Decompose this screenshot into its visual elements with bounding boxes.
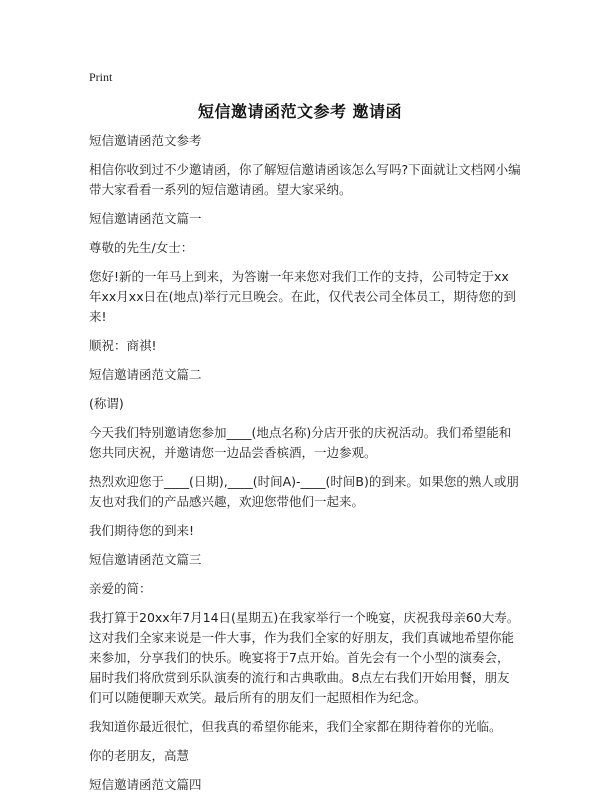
closing-1: 顺祝：商祺! bbox=[89, 338, 157, 353]
section-heading-2: 短信邀请函范文篇二 bbox=[89, 367, 202, 382]
document-title: 短信邀请函范文参考 邀请函 bbox=[197, 102, 403, 121]
paragraph-body-2a: 今天我们特别邀请您参加____(地点名称)分店开张的庆祝活动。我们希望能和您共同庆祝，并邀请您一边品尝香槟酒，一边参观。 bbox=[89, 425, 512, 460]
document-body bbox=[89, 131, 521, 804]
paragraph-body-3a: 我打算于20xx年7月14日(星期五)在我家举行一个晚宴，庆祝我母亲60大寿。这对我们全家来说是一件大事，作为我们全家的好朋友，我们真诚地希望你能来参加，分享我们的快乐。晚宴将于7点开始。首先会有一个小型的演奏会，届时我们将欣赏到乐队演奏的流行和古典歌曲。8点左右我们开始用餐，朋友们可以随便聊天欢笑。最后所有的朋友们一起照相作为纪念。 bbox=[89, 610, 520, 705]
salutation-3: 亲爱的简： bbox=[89, 581, 152, 596]
salutation-1: 尊敬的先生/女士： bbox=[89, 240, 194, 255]
signature-3: 你的老朋友，高慧 bbox=[89, 748, 190, 763]
section-heading-3: 短信邀请函范文篇三 bbox=[89, 552, 202, 567]
closing-2: 我们期待您的到来! bbox=[89, 523, 195, 538]
salutation-2: (称谓) bbox=[89, 396, 124, 411]
paragraph-body-3b: 我知道你最近很忙，但我真的希望你能来，我们全家都在期待着你的光临。 bbox=[89, 719, 502, 734]
paragraph-body-1: 您好!新的一年马上到来，为答谢一年来您对我们工作的支持，公司特定于xx年xx月xx日在(地点)举行元旦晚会。在此，仅代表公司全体员工，期待您的到来! bbox=[89, 269, 516, 324]
paragraph-subtitle: 短信邀请函范文参考 bbox=[89, 133, 202, 148]
print-label: Print bbox=[89, 70, 113, 84]
section-heading-4: 短信邀请函范文篇四 bbox=[89, 777, 202, 792]
paragraph-intro: 相信你收到过不少邀请函，你了解短信邀请函该怎么写吗?下面就让文档网小编带大家看看一系列的短信邀请函。望大家采纳。 bbox=[89, 162, 521, 197]
section-heading-1: 短信邀请函范文篇一 bbox=[89, 211, 202, 226]
paragraph-body-2b: 热烈欢迎您于____(日期),____(时间A)-____(时间B)的到来。如果您的熟人或朋友也对我们的产品感兴趣，欢迎您带他们一起来。 bbox=[89, 474, 519, 509]
